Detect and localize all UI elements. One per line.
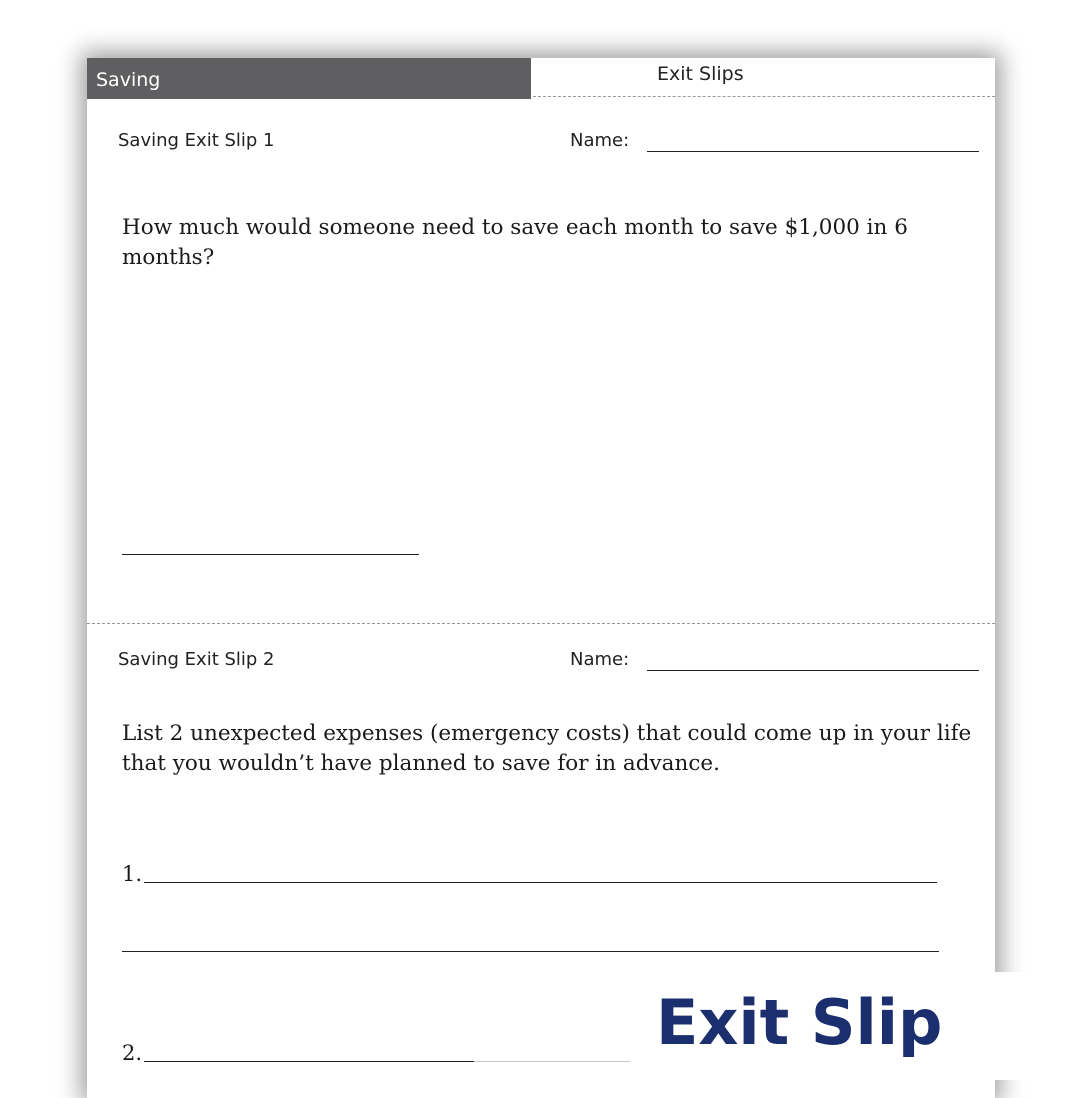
slip-1-name-field[interactable] [647,151,979,152]
slip-1-name-label: Name: [570,130,630,151]
section-header-bar [87,58,531,99]
slip-2-question: List 2 unexpected expenses (emergency costs) that could come up in your life that you wouldn’t have planned to save for in advance. [122,721,972,776]
page-title: Exit Slips [657,63,744,85]
exit-slip-caption-box [630,972,1080,1080]
slip-1-question: How much would someone need to save each month to save $1,000 in 6 months? [122,215,908,270]
slip-2-label: Saving Exit Slip 2 [118,649,275,670]
answer-1-number: 1. [122,862,143,886]
slip-cut-line [87,623,995,624]
worksheet-page [87,58,995,1098]
answer-2-number: 2. [122,1041,143,1065]
answer-1-continuation-line[interactable] [122,951,939,952]
slip-1-label: Saving Exit Slip 1 [118,130,275,151]
exit-slip-caption: Exit Slip [656,986,943,1059]
slip-2-name-field[interactable] [647,670,979,671]
header-dashed-divider [533,96,995,97]
slip-2-name-label: Name: [570,649,630,670]
answer-1-line[interactable] [144,882,937,883]
slip-1-answer-line[interactable] [122,554,419,555]
answer-2-line[interactable] [144,1061,474,1062]
section-label: Saving [96,69,161,91]
